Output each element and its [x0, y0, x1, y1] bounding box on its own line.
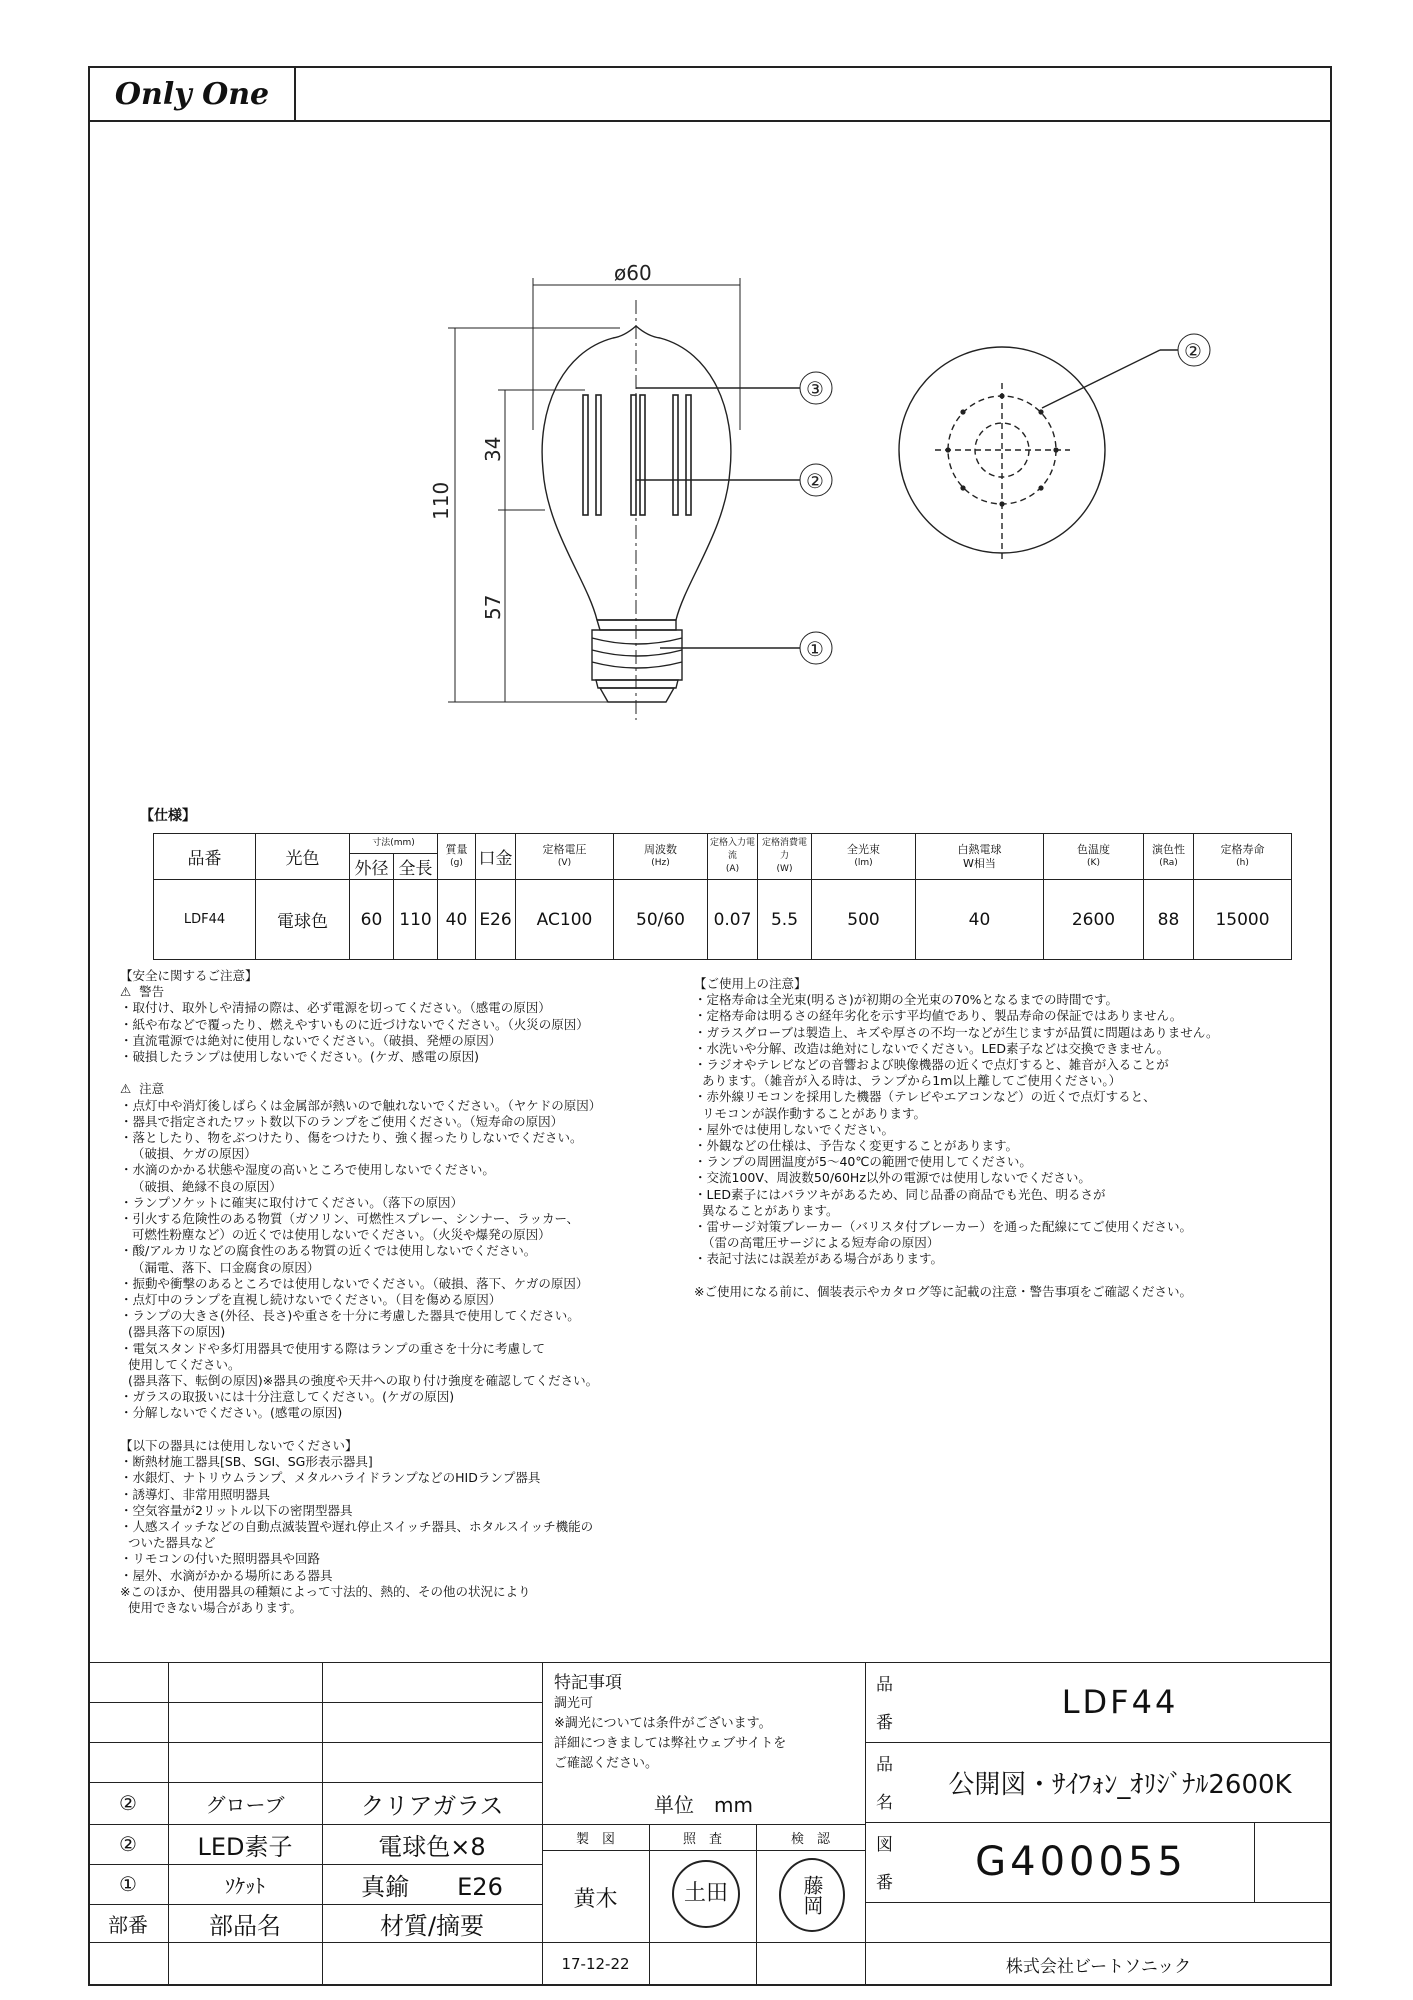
safety-note-line: ・紙や布などで覆ったり、燃えやすいものに近づけないでください。（火災の原因）	[120, 1016, 589, 1032]
safety-note-line: ・屋外、水滴がかかる場所にある器具	[120, 1567, 333, 1583]
safety-note-line: （漏電、落下、口金腐食の原因）	[120, 1259, 320, 1275]
special-notes-body: 調光可 ※調光については条件がございます。 詳細につきましては弊社ウェブサイトを ご確認ください。	[554, 1696, 787, 1771]
part-row-1-no: ②	[119, 1791, 137, 1815]
usage-note-line: ・水洗いや分解、改造は絶対にしないでください。LED素子などは交換できません。	[694, 1040, 1170, 1056]
dim-diameter: ø60	[614, 261, 652, 285]
safety-notes	[120, 968, 601, 1616]
header-current: 定格入力電流 (A)	[708, 834, 758, 880]
cell-mass: 40	[438, 880, 476, 960]
cell-current: 0.07	[708, 880, 758, 960]
header-mass: 質量 (g)	[438, 834, 476, 880]
header-base: 口金	[476, 834, 516, 880]
usage-note-line: ・LED素子にはバラツキがあるため、同じ品番の商品でも光色、明るさが	[694, 1186, 1106, 1202]
safety-note-line: (器具落下、転倒の原因)※器具の強度や天井への取り付け強度を確認してください。	[120, 1373, 599, 1389]
cell-outer-dia: 60	[350, 880, 394, 960]
usage-note-line: ・ランプの周囲温度が5～40℃の範囲で使用してください。	[694, 1154, 1032, 1170]
cell-frequency: 50/60	[614, 880, 708, 960]
safety-note-line: ・空気容量が2リットル以下の密閉型器具	[120, 1502, 353, 1518]
safety-note-line: ・振動や衝撃のあるところでは使用しないでください。（破損、落下、ケガの原因）	[120, 1275, 589, 1291]
cell-color-temp: 2600	[1044, 880, 1144, 960]
usage-note-line: ・赤外線リモコンを採用した機器（テレビやエアコンなど）の近くで点灯すると、	[694, 1089, 1156, 1105]
title-block	[88, 1662, 1332, 1986]
safety-note-line: ・分解しないでください。(感電の原因)	[120, 1405, 343, 1421]
dim-upper: 34	[481, 436, 505, 462]
header-part-name: 部品名	[209, 1911, 281, 1940]
part-row-2-no: ②	[119, 1832, 137, 1856]
cell-flux: 500	[812, 880, 916, 960]
part-row-2-material: 電球色×8	[378, 1832, 486, 1861]
usage-note-line: ・交流100V、周波数50/60Hz以外の電源では使用しないでください。	[694, 1170, 1091, 1186]
safety-note-line: (器具落下の原因)	[120, 1324, 226, 1340]
cell-life: 15000	[1194, 880, 1292, 960]
usage-note-line: ・定格寿命は全光束(明るさ)が初期の全光束の70%となるまでの時間です。	[694, 992, 1119, 1008]
usage-note-line: 【ご使用上の注意】	[694, 976, 807, 991]
safety-note-line: ・ランプの大きさ(外径、長さ)や重さを十分に考慮した器具で使用してください。	[120, 1308, 580, 1324]
callout-1: ①	[806, 637, 824, 661]
safety-note-line: ・破損したランプは使用しないでください。(ケガ、感電の原因)	[120, 1049, 480, 1065]
spec-table	[153, 833, 1292, 960]
dim-total-length: 110	[429, 481, 453, 520]
drawing-number: G400055	[975, 1839, 1187, 1885]
name-label-2: 名	[876, 1793, 893, 1813]
checked-label: 照 査	[682, 1831, 722, 1847]
spec-title: 【仕様】	[140, 808, 196, 824]
usage-note-line: ・表記寸法には誤差がある場合があります。	[694, 1251, 944, 1267]
usage-note-line: ・ラジオやテレビなどの音響および映像機器の近くで点灯すると、雑音が入ることが	[694, 1057, 1169, 1073]
callout-3: ③	[806, 377, 824, 401]
usage-note-line: リモコンが誤作動することがあります。	[694, 1105, 926, 1121]
safety-note-line: ※このほか、使用器具の種類によって寸法的、熱的、その他の状況により	[120, 1583, 531, 1599]
header-incandescent: 白熱電球 W相当	[916, 834, 1044, 880]
drawn-by: 黄木	[573, 1886, 618, 1912]
safety-note-line: 可燃性粉塵など）の近くでは使用しないでください。（火災や爆発の原因）	[120, 1227, 551, 1243]
brand-logo-text: Only One	[114, 76, 270, 112]
company-name: 株式会社ビートソニック	[1005, 1956, 1192, 1977]
safety-note-line: 使用してください。	[120, 1356, 241, 1372]
safety-note-line: ・リモコンの付いた照明器具や回路	[120, 1551, 321, 1567]
part-row-1-material: クリアガラス	[360, 1791, 504, 1820]
usage-note-line: ・屋外では使用しないでください。	[694, 1121, 895, 1137]
safety-note-line: 使用できない場合があります。	[120, 1599, 302, 1615]
usage-note-line: あります。（雑音が入る時は、ランプから1m以上離してご使用ください。）	[694, 1073, 1122, 1089]
drawing-no-label-2: 番	[876, 1873, 893, 1893]
cell-light-color: 電球色	[256, 880, 350, 960]
header-dims-group: 寸法(mm)	[350, 834, 438, 854]
usage-note-line: （雷の高電圧サージによる短寿命の原因）	[694, 1235, 940, 1251]
header-frequency: 周波数 (Hz)	[614, 834, 708, 880]
callout-2-side: ②	[806, 469, 824, 493]
cell-cri: 88	[1144, 880, 1194, 960]
cell-part-no: LDF44	[154, 880, 256, 960]
safety-note-line: ・取付け、取外しや清掃の際は、必ず電源を切ってください。（感電の原因）	[120, 1000, 551, 1016]
dimension-lines	[448, 278, 740, 720]
safety-note-line: ・引火する危険性のある物質（ガソリン、可燃性スプレー、シンナー、ラッカー、	[120, 1211, 579, 1227]
cell-incandescent: 40	[916, 880, 1044, 960]
header-part-number: 部番	[108, 1912, 148, 1937]
callout-2-top: ②	[1184, 339, 1202, 363]
led-filaments	[583, 395, 691, 515]
usage-note-line: ・定格寿命は明るさの経年劣化を示す平均値であり、製品寿命の保証ではありません。	[694, 1008, 1183, 1024]
special-notes-title: 特記事項	[554, 1673, 622, 1693]
header-life: 定格寿命 (h)	[1194, 834, 1292, 880]
cell-base: E26	[476, 880, 516, 960]
safety-note-line: ⚠ 警告	[120, 984, 165, 1000]
cell-power: 5.5	[758, 880, 812, 960]
safety-note-line: ・落としたり、物をぶつけたり、傷をつけたり、強く握ったりしないでください。	[120, 1130, 583, 1146]
header-cri: 演色性 (Ra)	[1144, 834, 1194, 880]
safety-note-line: ・電気スタンドや多灯用器具で使用する際はランプの重さを十分に考慮して	[120, 1340, 546, 1356]
part-row-3-no: ①	[119, 1872, 137, 1896]
usage-note-line: ・外観などの仕様は、予告なく変更することがあります。	[694, 1138, 1019, 1154]
name-label-1: 品	[876, 1755, 893, 1775]
drawing-date: 17-12-22	[561, 1955, 630, 1973]
checked-stamp: 土田	[672, 1860, 740, 1928]
safety-note-line: （破損、絶縁不良の原因）	[120, 1178, 282, 1194]
safety-note-line: ・水銀灯、ナトリウムランプ、メタルハライドランプなどのHIDランプ器具	[120, 1470, 541, 1486]
safety-note-line: ついた器具など	[120, 1535, 216, 1551]
safety-note-line: 【以下の器具には使用しないでください】	[120, 1437, 358, 1453]
usage-note-line: ※ご使用になる前に、個装表示やカタログ等に記載の注意・警告事項をご確認ください。	[694, 1283, 1192, 1299]
drawing-no-label-1: 図	[876, 1835, 893, 1855]
safety-note-line: ・ランプソケットに確実に取付けてください。（落下の原因）	[120, 1194, 464, 1210]
safety-note-line: ・誘導灯、非常用照明器具	[120, 1486, 271, 1502]
header-light-color: 光色	[256, 834, 350, 880]
cell-voltage: AC100	[516, 880, 614, 960]
usage-note-line: ・雷サージ対策ブレーカー（バリスタ付ブレーカー）を通った配線にてご使用ください。	[694, 1219, 1193, 1235]
part-row-3-name: ｿｹｯﾄ	[225, 1873, 265, 1898]
safety-note-line: ・点灯中や消灯後しばらくは金属部が熱いので触れないでください。（ヤケドの原因）	[120, 1097, 602, 1113]
header-outer-dia: 外径	[350, 854, 394, 880]
usage-note-line: 異なることがあります。	[694, 1202, 839, 1218]
header-material: 材質/摘要	[379, 1911, 485, 1940]
product-name: 公開図・ｻｲﾌｫﾝ_ｵﾘｼﾞﾅﾙ2600K	[948, 1769, 1292, 1800]
bulb-technical-drawing	[0, 0, 1413, 800]
unit-label: 単位 mm	[654, 1792, 753, 1817]
approved-stamp: 藤岡	[779, 1858, 845, 1932]
header-length: 全長	[394, 854, 438, 880]
header-part-no: 品番	[154, 834, 256, 880]
part-no-label-1: 品	[876, 1675, 893, 1695]
safety-note-line: ・器具で指定されたワット数以下のランプをご使用ください。（短寿命の原因）	[120, 1113, 564, 1129]
part-no-label-2: 番	[876, 1713, 893, 1733]
safety-note-line: ・断熱材施工器具[SB、SGI、SG形表示器具]	[120, 1454, 373, 1470]
usage-notes	[694, 976, 1219, 1300]
top-view-outline	[899, 347, 1105, 553]
safety-note-line: ・酸/アルカリなどの腐食性のある物質の近くでは使用しないでください。	[120, 1243, 537, 1259]
safety-note-line: 【安全に関するご注意】	[120, 968, 258, 983]
drawn-label: 製 図	[575, 1831, 615, 1847]
safety-note-line: ・直流電源では絶対に使用しないでください。（破損、発煙の原因）	[120, 1032, 502, 1048]
header-voltage: 定格電圧 (V)	[516, 834, 614, 880]
led-dots	[945, 393, 1058, 506]
usage-note-line	[694, 1268, 1219, 1284]
header-power: 定格消費電力 (W)	[758, 834, 812, 880]
safety-note-line: ・水滴のかかる状態や湿度の高いところで使用しないでください。	[120, 1162, 495, 1178]
safety-note-line: ⚠ 注意	[120, 1081, 165, 1097]
part-row-1-name: グローブ	[205, 1792, 285, 1817]
part-row-2-name: LED素子	[197, 1832, 293, 1861]
part-row-3-material: 真鍮 E26	[361, 1872, 503, 1901]
safety-note-line: ・点灯中のランプを直視し続けないでください。（目を傷める原因）	[120, 1292, 502, 1308]
header-flux: 全光束 (lm)	[812, 834, 916, 880]
safety-note-line	[120, 1065, 601, 1081]
safety-note-line: （破損、ケガの原因）	[120, 1146, 257, 1162]
part-number: LDF44	[1061, 1683, 1179, 1721]
cell-length: 110	[394, 880, 438, 960]
dim-lower: 57	[481, 594, 505, 620]
safety-note-line	[120, 1422, 601, 1438]
header-color-temp: 色温度 (K)	[1044, 834, 1144, 880]
safety-note-line: ・ガラスの取扱いには十分注意してください。(ケガの原因)	[120, 1389, 455, 1405]
approved-label: 検 認	[790, 1831, 830, 1847]
usage-note-line: ・ガラスグローブは製造上、キズや厚さの不均一などが生じますが品質に問題はありません。	[694, 1024, 1219, 1040]
safety-note-line: ・人感スイッチなどの自動点滅装置や遅れ停止スイッチ器具、ホタルスイッチ機能の	[120, 1518, 594, 1534]
